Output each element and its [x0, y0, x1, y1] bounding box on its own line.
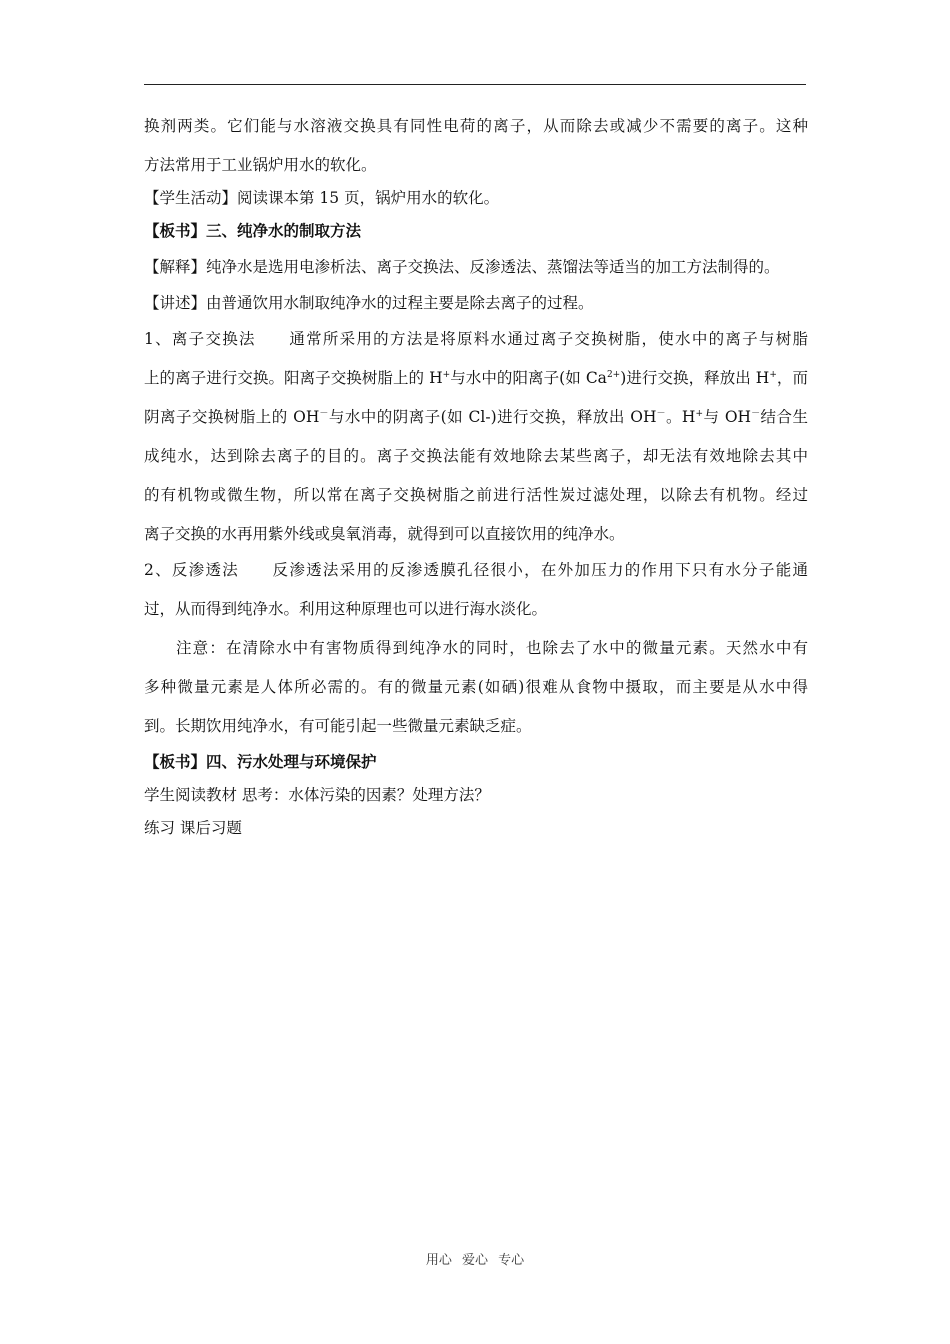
heading-text: 四、污水处理与环境保护 [206, 752, 377, 771]
ion-exchange-line [144, 329, 808, 349]
paragraph-line: 离子交换的水再用紫外线或臭氧消毒，就得到可以直接饮用的纯净水。 [144, 525, 625, 543]
text-run: ，而 [776, 369, 808, 387]
lecture-line: 【讲述】由普通饮用水制取纯净水的过程主要是除去离子的过程。 [144, 294, 594, 312]
superscript: + [695, 409, 703, 419]
board-heading-4 [144, 752, 808, 772]
reading-task-line: 学生阅读教材 思考：水体污染的因素？处理方法？ [144, 786, 490, 804]
exercise-line: 练习 课后习题 [144, 819, 242, 837]
explanation-line: 【解释】纯净水是选用电渗析法、离子交换法、反渗透法、蒸馏法等适当的加工方法制得的。 [144, 258, 780, 276]
paragraph-line: 方法常用于工业锅炉用水的软化。 [144, 156, 377, 174]
board-heading-3 [144, 221, 808, 241]
superscript: － [656, 409, 666, 419]
text-run: 上的离子进行交换。阳离子交换树脂上的 H [144, 369, 443, 387]
superscript: － [751, 409, 761, 419]
superscript: + [769, 370, 777, 380]
text-run: 结合生 [760, 408, 808, 426]
text-run: 与水中的阳离子(如 Ca [450, 369, 607, 387]
superscript: － [319, 409, 329, 419]
paragraph-line: 成纯水，达到除去离子的目的。离子交换法能有效地除去某些离子，却无法有效地除去其中 [144, 447, 808, 465]
section-label: 2、反渗透法 [144, 561, 239, 579]
board-bracket: 【板书】 [144, 221, 207, 240]
paragraph-line: 多种微量元素是人体所必需的。有的微量元素(如硒)很难从食物中摄取，而主要是从水中得 [144, 678, 808, 696]
paragraph-line: 过，从而得到纯净水。利用这种原理也可以进行海水淡化。 [144, 600, 548, 618]
paragraph-line: 的有机物或微生物，所以常在离子交换树脂之前进行活性炭过滤处理，以除去有机物。经过 [144, 486, 808, 504]
superscript: 2+ [606, 370, 621, 380]
section-text: 反渗透法采用的反渗透膜孔径很小，在外加压力的作用下只有水分子能通 [272, 561, 808, 579]
text-run: )进行交换，释放出 H [620, 369, 770, 387]
header-rule [144, 84, 806, 85]
reverse-osmosis-line [144, 560, 808, 580]
superscript: + [442, 370, 451, 380]
heading-text: 三、纯净水的制取方法 [206, 221, 362, 240]
paragraph-line [144, 368, 808, 388]
page-footer: 用心 爱心 专心 [425, 1253, 525, 1268]
text-run: 。H [665, 408, 696, 426]
text-run: 与 OH [703, 408, 752, 426]
section-text: 通常所采用的方法是将原料水通过离子交换树脂，使水中的离子与树脂 [289, 330, 808, 348]
paragraph-line [144, 407, 808, 427]
paragraph-line: 到。长期饮用纯净水，有可能引起一些微量元素缺乏症。 [144, 717, 532, 735]
note-line: 注意：在清除水中有害物质得到纯净水的同时，也除去了水中的微量元素。天然水中有 [176, 639, 808, 657]
text-run: 阴离子交换树脂上的 OH [144, 408, 320, 426]
document-body [144, 116, 808, 838]
text-run: 与水中的阴离子(如 Cl-)进行交换，释放出 OH [328, 408, 657, 426]
board-bracket: 【板书】 [144, 752, 207, 771]
student-activity-line: 【学生活动】阅读课本第 15 页，锅炉用水的软化。 [144, 189, 500, 207]
paragraph-line: 换剂两类。它们能与水溶液交换具有同性电荷的离子，从而除去或减少不需要的离子。这种 [144, 117, 808, 135]
section-label: 1、离子交换法 [144, 330, 256, 348]
